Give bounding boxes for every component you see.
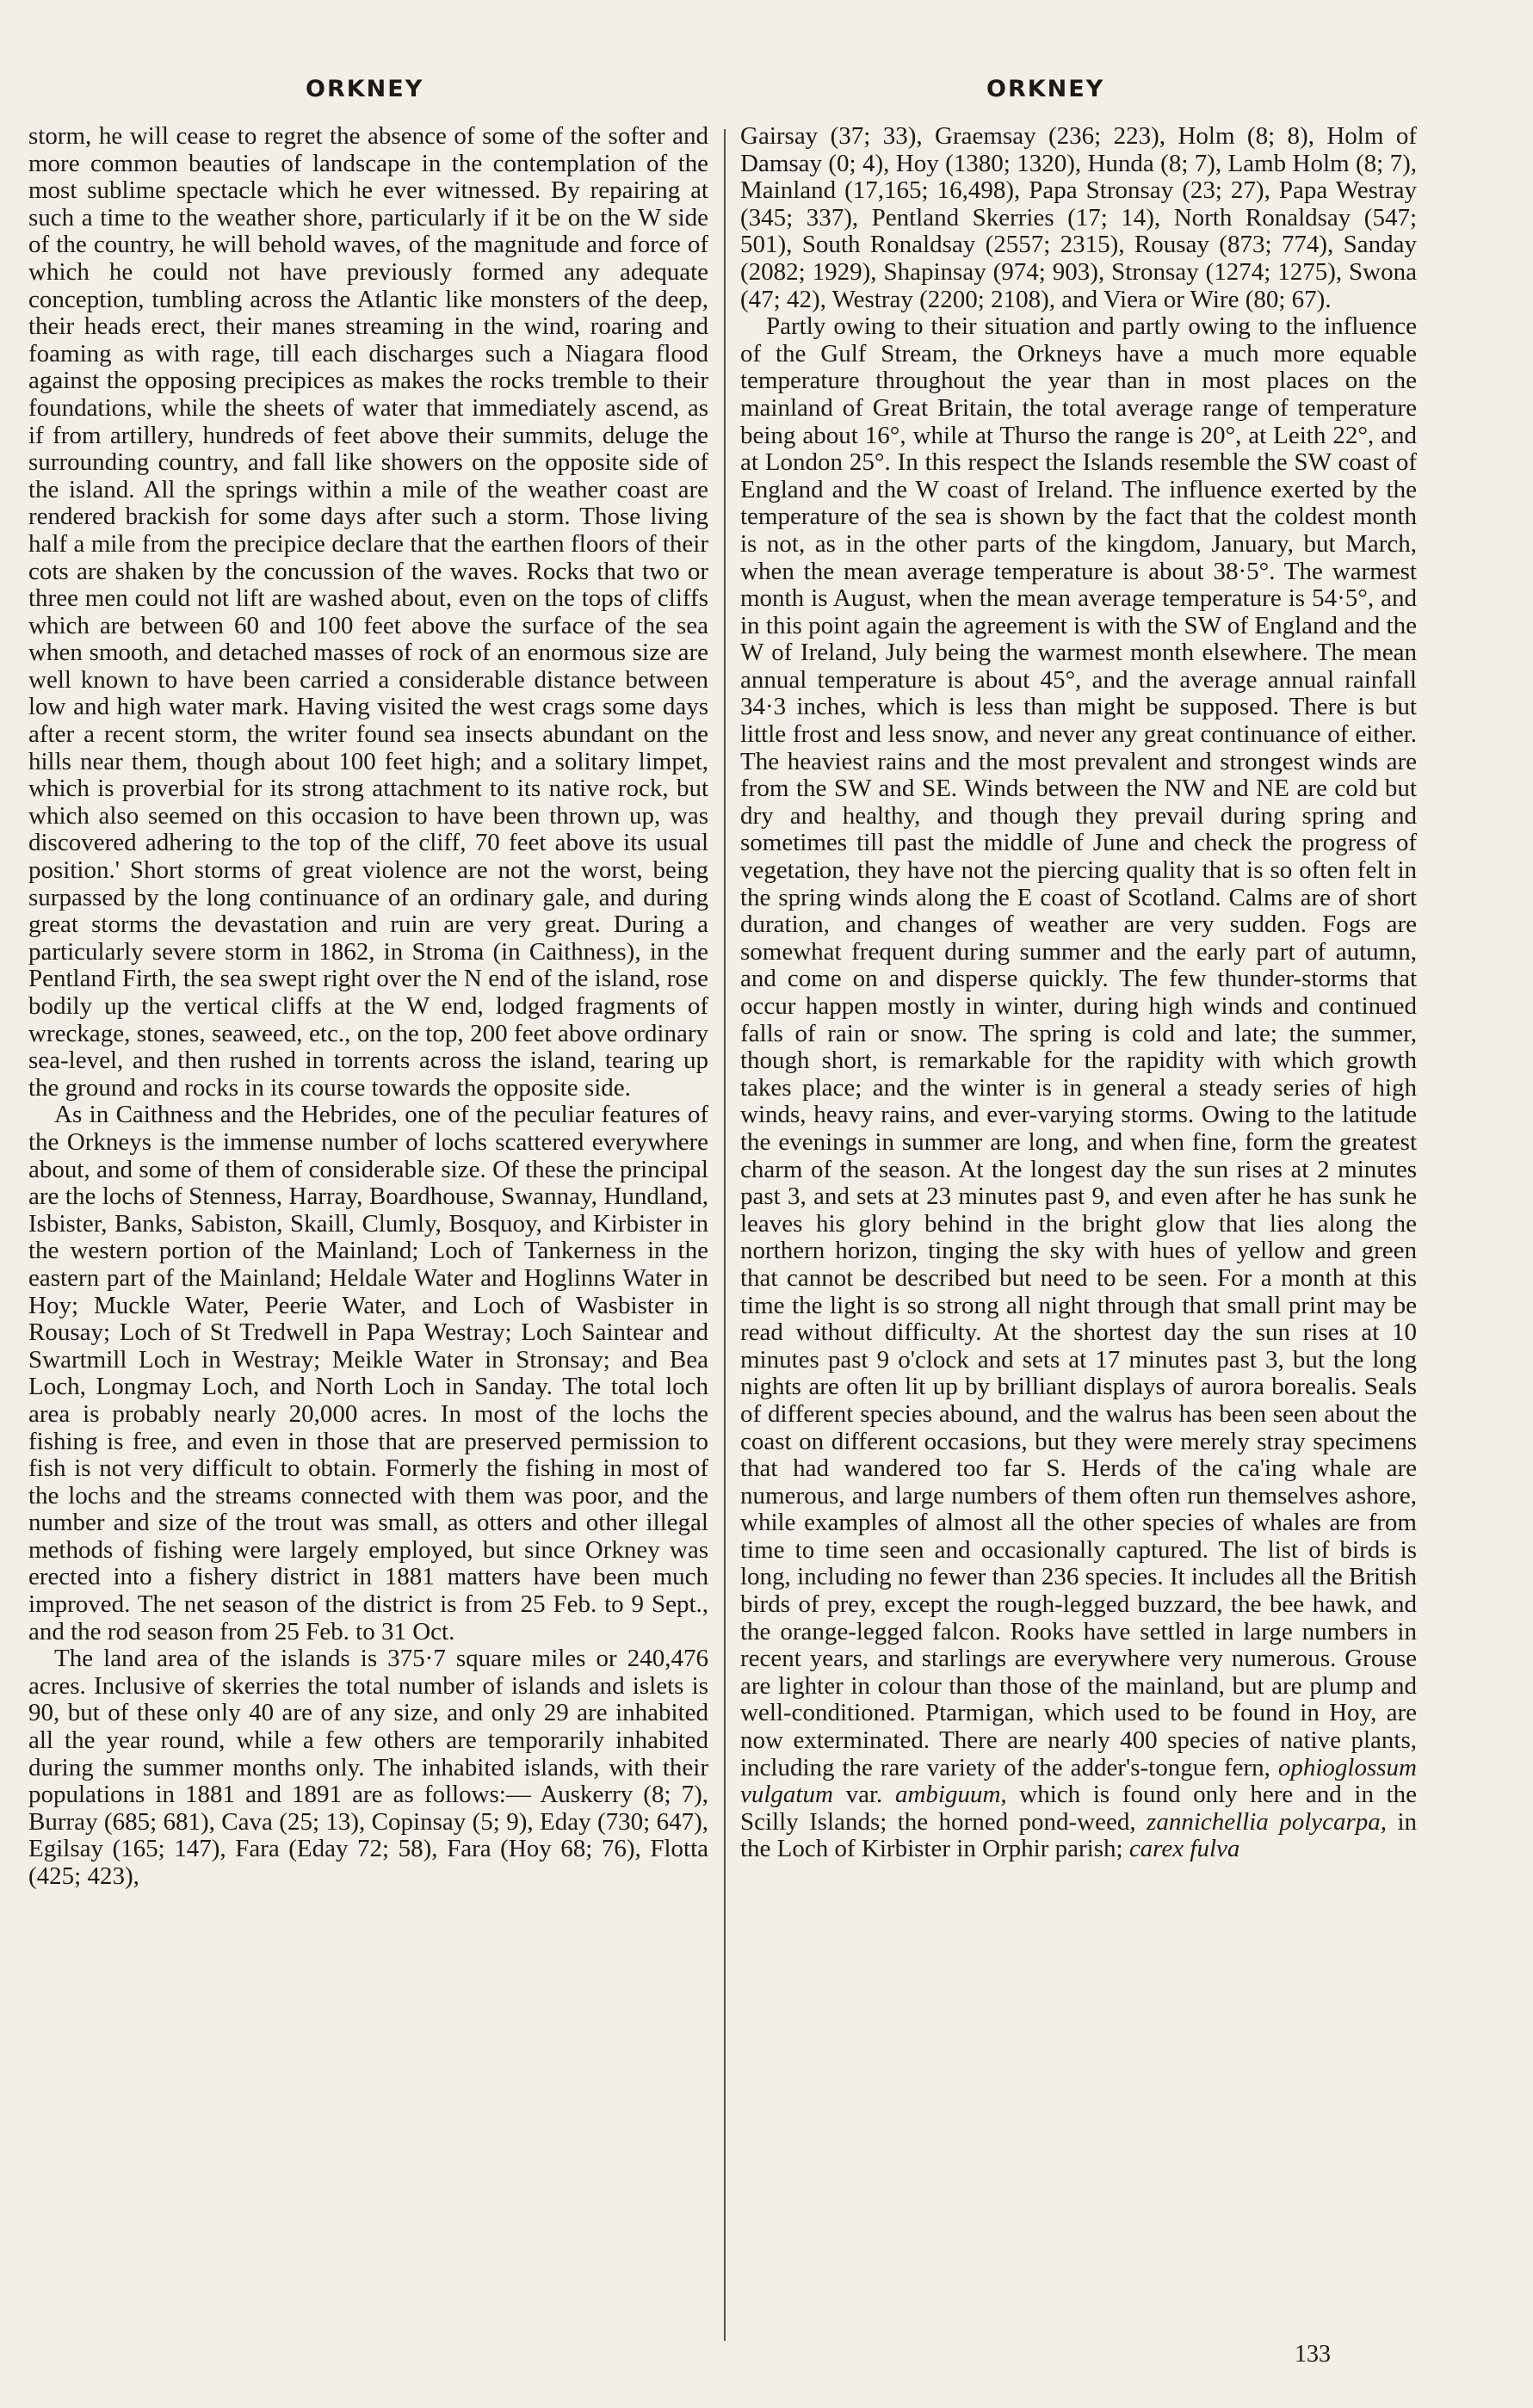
running-head-right: ORKNEY (986, 76, 1105, 102)
species-name-ophioglossum: ophioglossum vulgatum (740, 1753, 1417, 1809)
right-column (740, 123, 1417, 1863)
text-var: var. (845, 1781, 883, 1809)
page-number: 133 (1295, 2341, 1331, 2368)
paragraph-populations: Gairsay (37; 33), Graemsay (236; 223), Holm (8; 8), Holm of Damsay (0; 4), Hoy (1380; 1320), Hunda (8; 7), Lamb Holm (8; 7), Mainland (17,165; 16,498), Papa Stronsay (23; 27), Papa Westray (345; 337), Pentland Skerries (17; 14), North Ronaldsay (547; 501), South Ronaldsay (2557; 2315), Rousay (873; 774), Sanday (2082; 1929), Shapinsay (974; 903), Stronsay (1274; 1275), Swona (47; 42), Westray (2200; 2108), and Viera or Wire (80; 67). (740, 122, 1417, 313)
column-divider (724, 129, 726, 2341)
paragraph-lochs: As in Caithness and the Hebrides, one of the peculiar features of the Orkneys is the immense number of lochs scattered everywhere about, and some of them of considerable size. Of these the principal are the lochs of Stenness, Harray, Boardhouse, Swannay, Hundland, Isbister, Banks, Sabiston, Skaill, Clumly, Bosquoy, and Kirbister in the western portion of the Mainland; Loch of Tankerness in the eastern part of the Mainland; Heldale Water and Hoglinns Water in Hoy; Muckle Water, Peerie Water, and Loch of Wasbister in Rousay; Loch of St Tredwell in Papa Westray; Loch Saintear and Swartmill Loch in Westray; Meikle Water in Stronsay; and Bea Loch, Longmay Loch, and North Loch in Sanday. The total loch area is probably nearly 20,000 acres. In most of the lochs the fishing is free, and even in those that are preserved permission to fish is not very difficult to obtain. Formerly the fishing in most of the lochs and the streams connected with them was poor, and the number and size of the trout was small, as otters and other illegal methods of fishing were largely employed, but since Orkney was erected into a fishery district in 1881 matters have been much improved. The net season of the district is from 25 Feb. to 9 Sept., and the rod season from 25 Feb. to 31 Oct. (28, 1101, 708, 1645)
species-name-ambiguum: ambiguum, (894, 1781, 1007, 1809)
text-kirbister: in the Loch of Kirbister in Orphir parish; (740, 1807, 1418, 1863)
paragraph-storm: storm, he will cease to regret the absence of some of the softer and more common beauties of landscape in the contemplation of the most sublime spectacle which he ever witnessed. By repairing at such a time to the weather shore, particularly if it be on the W side of the country, he will behold waves, of the magnitude and force of which he could not have previously formed any adequate conception, tumbling across the Atlantic like monsters of the deep, their heads erect, their manes streaming in the wind, roaring and foaming as with rage, till each discharges such a Niagara flood against the opposing precipices as makes the rocks tremble to their foundations, while the sheets of water that immediately ascend, as if from artillery, hundreds of feet above their summits, deluge the surrounding country, and fall like showers on the opposite side of the island. All the springs within a mile of the weather coast are rendered brackish for some days after such a storm. Those living half a mile from the precipice declare that the earthen floors of their cots are shaken by the concussion of the waves. Rocks that two or three men could not lift are washed about, even on the tops of cliffs which are between 60 and 100 feet above the surface of the sea when smooth, and detached masses of rock of an enormous size are well known to have been carried a considerable distance between low and high water mark. Having visited the west crags some days after a recent storm, the writer found sea insects abundant on the hills near them, though about 100 feet high; and a solitary limpet, which is proverbial for its strong attachment to its native rock, but which also seemed on this occasion to have been thrown up, was discovered adhering to the top of the cliff, 70 feet above its usual position.' Short storms of great violence are not the worst, being surpassed by the long continuance of an ordinary gale, and during great storms the devastation and ruin are very great. During a particularly severe storm in 1862, in Stroma (in Caithness), in the Pentland Firth, the sea swept right over the N end of the island, rose bodily up the vertical cliffs at the W end, lodged fragments of wreckage, stones, seaweed, etc., on the top, 200 feet above ordinary sea-level, and then rushed in torrents across the island, tearing up the ground and rocks in its course towards the opposite side. (28, 122, 708, 1102)
climate-text: Partly owing to their situation and partly owing to the influence of the Gulf Stream, the Orkneys have a much more equable temperature throughout the year than in most places on the mainland of Great Britain, the total average range of temperature being about 16°, while at Thurso the range is 20°, at Leith 22°, and at London 25°. In this respect the Islands resemble the SW coast of England and the W coast of Ireland. The influence exerted by the temperature of the sea is shown by the fact that the coldest month is not, as in the other parts of the kingdom, January, but March, when the mean average temperature is about 38·5°. The warmest month is August, when the mean average temperature is 54·5°, and in this point again the agreement is with the SW of England and the W of Ireland, July being the warmest month elsewhere. The mean annual temperature is about 45°, and the average annual rainfall 34·3 inches, which is less than might be supposed. There is but little frost and less snow, and never any great continuance of either. The heaviest rains and the most prevalent and strongest winds are from the SW and SE. Winds between the NW and NE are cold but dry and healthy, and though they prevail during spring and sometimes till past the middle of June and check the progress of vegetation, they have not the piercing quality that is so often felt in the spring winds along the E coast of Scotland. Calms are of short duration, and changes of weather are very sudden. Fogs are somewhat frequent during summer and the early part of autumn, and come on and disperse quickly. The few thunder-storms that occur happen mostly in winter, during high winds and continued falls of rain or snow. The spring is cold and late; the summer, though short, is remarkable for the rapidity with which growth takes place; and the winter is in general a steady series of high winds, heavy rains, and ever-varying storms. Owing to the latitude the evenings in summer are long, and when fine, form the greatest charm of the season. At the longest day the sun rises at 2 minutes past 3, and sets at 23 minutes past 9, and even after he has sunk he leaves his glory behind in the bright glow that lies along the northern horizon, tinging the sky with hues of yellow and green that cannot be described but need to be seen. For a month at this time the light is so strong all night through that small print may be read without difficulty. At the shortest day the sun rises at 10 minutes past 9 o'clock and sets at 17 minutes past 3, but the long nights are often lit up by brilliant displays of aurora borealis. Seals of different species abound, and the walrus has been seen about the coast on different occasions, but they were merely stray specimens that had wandered too far S. Herds of the ca'ing whale are numerous, and large numbers of them often run themselves ashore, while examples of almost all the other species of whales are from time to time seen and occasionally captured. The list of birds is long, including no fewer than 236 species. It includes all the British birds of prey, except the rough-legged buzzard, the bee hawk, and the orange-legged falcon. Rooks have settled in large numbers in recent years, and starlings are everywhere very numerous. Grouse are lighter in colour than those of the mainland, but are plump and well-conditioned. Ptarmigan, which used to be found in Hoy, are now exterminated. There are nearly 400 species of native plants, including the rare variety of the adder's-tongue fern, (740, 312, 1417, 1781)
species-name-zannichellia: zannichellia polycarpa, (1147, 1807, 1388, 1836)
text-scilly: which is found only here and in the Scilly Islands; the horned pond-weed, (740, 1781, 1418, 1836)
left-column (28, 123, 708, 1891)
paragraph-climate (740, 313, 1417, 1863)
running-head-left: ORKNEY (306, 76, 424, 102)
paragraph-land-area: The land area of the islands is 375·7 square miles or 240,476 acres. Inclusive of skerries the total number of islands and islets is 90, but of these only 40 are of any size, and only 29 are inhabited all the year round, while a few others are temporarily inhabited during the summer months only. The inhabited islands, with their populations in 1881 and 1891 are as follows:— Auskerry (8; 7), Burray (685; 681), Cava (25; 13), Copinsay (5; 9), Eday (730; 647), Egilsay (165; 147), Fara (Eday 72; 58), Fara (Hoy 68; 76), Flotta (425; 423), (28, 1645, 708, 1890)
species-name-carex: carex fulva (1128, 1835, 1240, 1863)
